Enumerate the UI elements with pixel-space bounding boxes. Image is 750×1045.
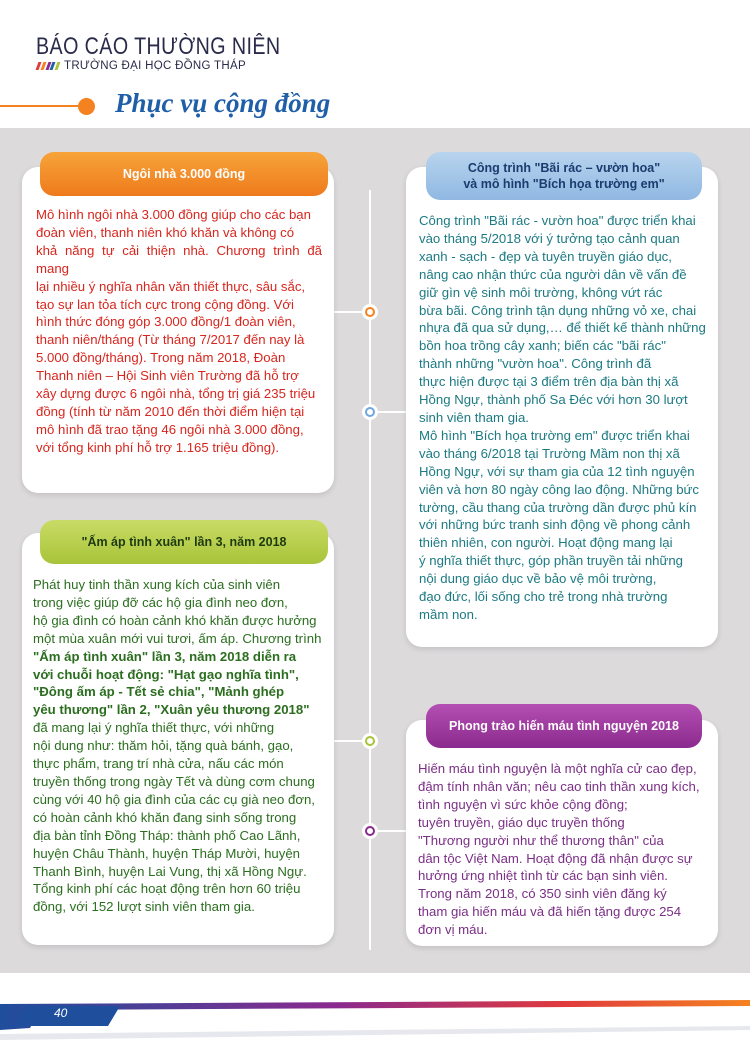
text-line: Thanh niên – Hội Sinh viên Trường đã hỗ trợ xyxy=(36,368,299,384)
text-line: xanh - sạch - đẹp và tuyên truyền giáo dục, xyxy=(419,248,672,264)
timeline-dot-blue xyxy=(362,404,378,420)
text-line: đơn vị máu. xyxy=(418,922,488,938)
text-line: đồng (tính từ năm 2010 đến thời điểm hiện tại xyxy=(36,403,305,419)
text-line: viên và hơn 80 ngày công lao động. Những bức xyxy=(419,481,699,497)
text-line: Trong năm 2018, có 350 sinh viên đăng ký xyxy=(418,886,667,902)
text-line: tình nguyện vì sức khỏe cộng đồng; xyxy=(418,796,628,812)
text-line: "Ấm áp tình xuân" lần 3, năm 2018 diễn ra xyxy=(33,648,297,664)
card-house-title xyxy=(40,152,328,196)
text-line: bừa bãi. Công trình tận dụng những vỏ xe, chai xyxy=(419,302,697,318)
text-line: tuyên truyền, giáo dục truyền thống xyxy=(418,814,625,830)
text-line: đã mang lại ý nghĩa thiết thực, với những xyxy=(33,720,275,736)
text-line: thực hiện được tại 3 điểm trên địa bàn thị xã xyxy=(419,374,679,390)
text-line: khả năng tự cải thiện nhà. Chương trình đã mang xyxy=(36,242,322,276)
text-line: vào tháng 6/2018 tại Trường Mầm non thị xã xyxy=(419,445,680,461)
text-line: xây dựng được 6 ngôi nhà, tổng trị giá 235 triệu xyxy=(36,386,316,402)
timeline-dot-green xyxy=(362,733,378,749)
section-title: Phục vụ cộng đồng xyxy=(115,88,331,118)
card-house-title-text: Ngôi nhà 3.000 đồng xyxy=(122,167,246,181)
text-line: Mô hình "Bích họa trường em" được triển khai xyxy=(419,427,690,443)
text-line: một mùa xuân mới vui tươi, ấm áp. Chương trình xyxy=(33,630,322,646)
text-line: đoàn viên, thanh niên khó khăn và không có xyxy=(36,224,295,240)
text-line: Hiến máu tình nguyện là một nghĩa cử cao đẹp, xyxy=(418,761,697,776)
text-line: thanh niên/tháng (Từ tháng 7/2017 đến nay là xyxy=(36,332,305,348)
text-line: sinh viên tham gia. xyxy=(419,409,529,425)
card-garbage-title-line2: và mô hình "Bích họa trường em" xyxy=(463,177,665,191)
text-line: "Thương người như thể thương thân" của xyxy=(418,832,664,848)
card-garbage-garden-title xyxy=(426,152,702,200)
text-line: nâng cao nhận thức của người dân về vấn đề xyxy=(419,266,687,282)
text-line: Tổng kinh phí các hoạt động trên hơn 60 triệu xyxy=(33,881,301,897)
text-line: địa bàn tỉnh Đồng Tháp: thành phố Cao Lãnh, xyxy=(33,827,301,843)
text-line: Mô hình ngôi nhà 3.000 đồng giúp cho các bạn xyxy=(36,207,311,222)
text-line: với những bức tranh sinh động về phong cảnh xyxy=(419,517,691,533)
text-line: truyền thống trong ngày Tết và dùng cơm chung xyxy=(33,773,315,789)
text-line: tham gia hiến máu và đã hiến tặng được 254 xyxy=(418,904,682,920)
text-line: Hồng Ngự, thành phố Sa Đéc với hơn 30 lượt xyxy=(419,392,688,408)
text-line: đồng, với 152 lượt sinh viên tham gia. xyxy=(33,899,255,915)
text-line: thiên nhiên, con người. Hoạt động mang lại xyxy=(419,535,673,551)
text-line: trong việc giúp đỡ các hộ gia đình neo đơn, xyxy=(33,594,288,610)
section-bullet-icon xyxy=(78,98,95,115)
section-rule xyxy=(0,105,80,107)
text-line: lại nhiều ý nghĩa nhân văn thiết thực, sâu sắc, xyxy=(36,278,306,294)
text-line: bồn hoa trồng cây xanh; biến các "bãi rác" xyxy=(419,338,666,354)
text-line: Phát huy tinh thần xung kích của sinh viên xyxy=(33,577,281,592)
text-line: tạo sự lan tỏa tích cực trong cộng đồng. Với xyxy=(36,296,294,312)
card-spring-body xyxy=(33,576,323,916)
text-line: hình thức đóng góp 3.000 đồng/1 đoàn viên, xyxy=(36,314,296,330)
text-line: vào tháng 5/2018 với ý tưởng tạo cảnh quan xyxy=(419,230,680,246)
card-blood-donation-body xyxy=(418,760,708,939)
page-number: 40 xyxy=(54,1006,68,1020)
text-line: nội dung giáo dục về bảo vệ môi trường, xyxy=(419,571,657,587)
text-line: với chuỗi hoạt động: "Hạt gạo nghĩa tình", xyxy=(33,666,299,682)
report-title: BÁO CÁO THƯỜNG NIÊN xyxy=(36,33,281,60)
text-line: huyện Châu Thành, huyện Tháp Mười, huyện xyxy=(33,845,300,861)
text-line: Công trình "Bãi rác - vườn hoa" được triển khai xyxy=(419,213,696,228)
card-spring-title-text: "Ấm áp tình xuân" lần 3, năm 2018 xyxy=(81,535,287,549)
text-line: cùng với 40 hộ gia đình của các cụ già neo đơn, xyxy=(33,791,315,807)
text-line: mầm non. xyxy=(419,606,478,622)
timeline-dot-purple xyxy=(362,823,378,839)
text-line: đạo đức, lối sống cho trẻ trong nhà trường xyxy=(419,589,668,605)
timeline-dot-orange xyxy=(362,304,378,320)
text-line: tường, cầu thang của trường dần được phủ kín xyxy=(419,499,697,515)
text-line: với tổng kinh phí hỗ trợ 1.165 triệu đồng). xyxy=(36,439,280,455)
card-spring-title xyxy=(40,520,328,564)
text-line: Thanh Bình, huyện Lai Vung, thị xã Hồng Ngự. xyxy=(33,863,307,879)
text-line: giữ gìn vệ sinh môi trường, không vứt rác xyxy=(419,284,663,300)
text-line: ý nghĩa thiết thực, góp phần truyền tải những xyxy=(419,553,684,569)
stripes-decoration xyxy=(37,62,59,70)
text-line: dân tộc Việt Nam. Hoạt động đã nhận được sự xyxy=(418,850,693,866)
card-blood-donation-title xyxy=(426,704,702,748)
text-line: thực phẩm, trang trí nhà cửa, nấu các món xyxy=(33,756,284,772)
footer-band xyxy=(0,1000,750,1045)
text-line: 5.000 đồng/tháng). Trong năm 2018, Đoàn xyxy=(36,350,286,366)
card-house-body xyxy=(36,206,322,457)
text-line: Hồng Ngự, với sự tham gia của 12 tình nguyện xyxy=(419,463,695,479)
card-garbage-title-line1: Công trình "Bãi rác – vườn hoa" xyxy=(467,161,661,175)
university-name: TRƯỜNG ĐẠI HỌC ĐỒNG THÁP xyxy=(64,60,246,72)
text-line: nhựa đã qua sử dụng,… để thiết kế thành những xyxy=(419,320,706,336)
text-line: hộ gia đình có hoàn cảnh khó khăn được hưởng xyxy=(33,612,317,628)
text-line: nội dung như: thăm hỏi, tặng quà bánh, gạo, xyxy=(33,738,294,754)
card-garbage-garden-body xyxy=(419,212,707,624)
text-line: mô hình đã trao tặng 46 ngôi nhà 3.000 đồng, xyxy=(36,421,304,437)
text-line: yêu thương" lần 2, "Xuân yêu thương 2018" xyxy=(33,702,310,718)
text-line: "Đông ấm áp - Tết sẻ chia", "Mảnh ghép xyxy=(33,684,285,700)
text-line: hưởng ứng nhiệt tình từ các bạn sinh viên. xyxy=(418,868,668,884)
text-line: đậm tính nhân văn; nêu cao tinh thần xung kích, xyxy=(418,778,700,794)
text-line: có hoàn cảnh khó khăn đang sinh sống trong xyxy=(33,809,297,825)
text-line: thành những "vườn hoa". Công trình đã xyxy=(419,356,652,372)
card-blood-title-text: Phong trào hiến máu tình nguyện 2018 xyxy=(449,719,679,733)
